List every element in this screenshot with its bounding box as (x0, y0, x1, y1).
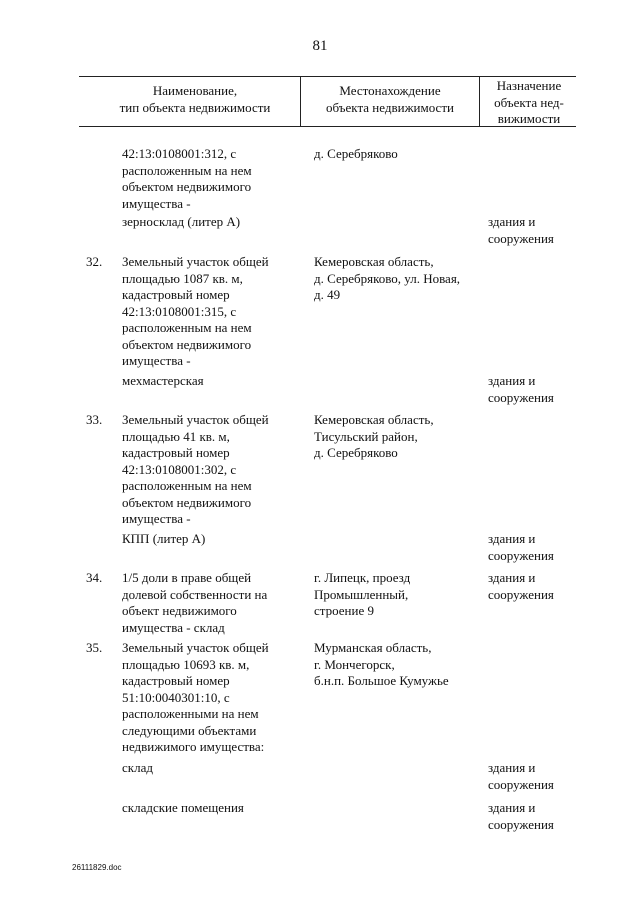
purpose-line: сооружения (488, 816, 554, 832)
header-divider-1 (300, 76, 301, 127)
name-line: Земельный участок общей (122, 412, 269, 427)
name-line: 51:10:0040301:10, с (122, 689, 230, 705)
cell-purpose (488, 800, 578, 833)
name-line: расположенным на нем (122, 162, 252, 178)
name-line: зерносклад (литер А) (122, 214, 241, 229)
cell-name (122, 640, 300, 756)
cell-purpose (488, 531, 578, 564)
footer-filename: 26111829.doc (72, 863, 122, 872)
name-line: расположенными на нем (122, 706, 259, 721)
purpose-line: сооружения (488, 586, 554, 602)
name-line: долевой собственности на (122, 586, 268, 602)
name-line: КПП (литер А) (122, 531, 206, 546)
location-line: б.н.п. Большое Кумужье (314, 673, 449, 688)
cell-location (314, 146, 480, 163)
header-col-name: Наименование, тип объекта недвижимости (119, 83, 271, 115)
purpose-line: сооружения (488, 547, 554, 563)
purpose-line: здания и (488, 760, 536, 775)
location-line: г. Мончегорск, (314, 656, 395, 672)
cell-location (314, 570, 480, 620)
name-line: кадастровый номер (122, 445, 230, 460)
cell-name (122, 800, 300, 817)
name-line: мехмастерская (122, 373, 204, 388)
cell-purpose (488, 373, 578, 406)
purpose-line: здания и (488, 373, 536, 388)
cell-purpose (488, 760, 578, 793)
location-line: Мурманская область, (314, 640, 432, 655)
cell-purpose (488, 214, 578, 247)
purpose-line: сооружения (488, 389, 554, 405)
cell-location (314, 412, 480, 462)
name-line: складские помещения (122, 800, 244, 815)
name-line: имущества - (122, 511, 191, 526)
cell-purpose (488, 570, 578, 603)
location-line: д. Серебряково, ул. Новая, (314, 270, 461, 286)
location-line: Кемеровская область, (314, 254, 434, 269)
location-line: д. Серебряково (314, 146, 398, 161)
name-line: недвижимого имущества: (122, 739, 265, 754)
name-line: объектом недвижимого (122, 179, 252, 194)
cell-name (122, 531, 300, 548)
cell-name (122, 412, 300, 528)
name-line: площадью 41 кв. м, (122, 428, 230, 444)
row-number: 35. (86, 640, 103, 655)
location-line: г. Липецк, проезд (314, 570, 411, 585)
cell-location (314, 254, 480, 304)
name-line: площадью 1087 кв. м, (122, 270, 243, 286)
name-line: имущества - (122, 353, 191, 368)
name-line: объектом недвижимого (122, 336, 252, 352)
name-line: следующими объектами (122, 722, 257, 738)
cell-name (122, 373, 300, 390)
location-line: Промышленный, (314, 586, 409, 602)
purpose-line: здания и (488, 800, 536, 815)
location-line: Тисульский район, (314, 428, 418, 444)
name-line: расположенным на нем (122, 320, 252, 335)
cell-location (314, 640, 480, 690)
purpose-line: здания и (488, 214, 536, 229)
location-line: Кемеровская область, (314, 412, 434, 427)
row-number: 32. (86, 254, 103, 269)
name-line: площадью 10693 кв. м, (122, 656, 250, 672)
name-line: Земельный участок общей (122, 254, 269, 269)
name-line: имущества - (122, 195, 191, 211)
purpose-line: сооружения (488, 230, 554, 246)
name-line: расположенным на нем (122, 478, 252, 493)
header-top-rule (79, 76, 576, 77)
name-line: 42:13:0108001:312, с (122, 146, 237, 161)
location-line: д. 49 (314, 287, 341, 302)
location-line: д. Серебряково (314, 445, 398, 460)
cell-name (122, 146, 300, 212)
name-line: кадастровый номер (122, 673, 230, 688)
name-line: 42:13:0108001:302, с (122, 461, 237, 477)
row-number: 34. (86, 570, 103, 585)
name-line: склад (122, 760, 153, 775)
cell-name (122, 570, 300, 636)
name-line: 42:13:0108001:315, с (122, 303, 237, 319)
cell-name (122, 254, 300, 370)
name-line: 1/5 доли в праве общей (122, 570, 252, 585)
cell-name (122, 214, 300, 231)
page-number: 81 (312, 38, 328, 54)
name-line: объект недвижимого (122, 603, 237, 618)
name-line: кадастровый номер (122, 287, 230, 302)
name-line: имущества - склад (122, 619, 225, 635)
purpose-line: здания и (488, 570, 536, 585)
header-divider-2 (479, 76, 480, 127)
purpose-line: здания и (488, 531, 536, 546)
name-line: Земельный участок общей (122, 640, 269, 655)
header-col-purpose: Назначение объекта нед- вижимости (494, 78, 564, 126)
header-col-location: Местонахождение объекта недвижимости (326, 83, 454, 115)
location-line: строение 9 (314, 603, 374, 618)
row-number: 33. (86, 412, 103, 427)
purpose-line: сооружения (488, 776, 554, 792)
name-line: объектом недвижимого (122, 494, 252, 510)
cell-name (122, 760, 300, 777)
